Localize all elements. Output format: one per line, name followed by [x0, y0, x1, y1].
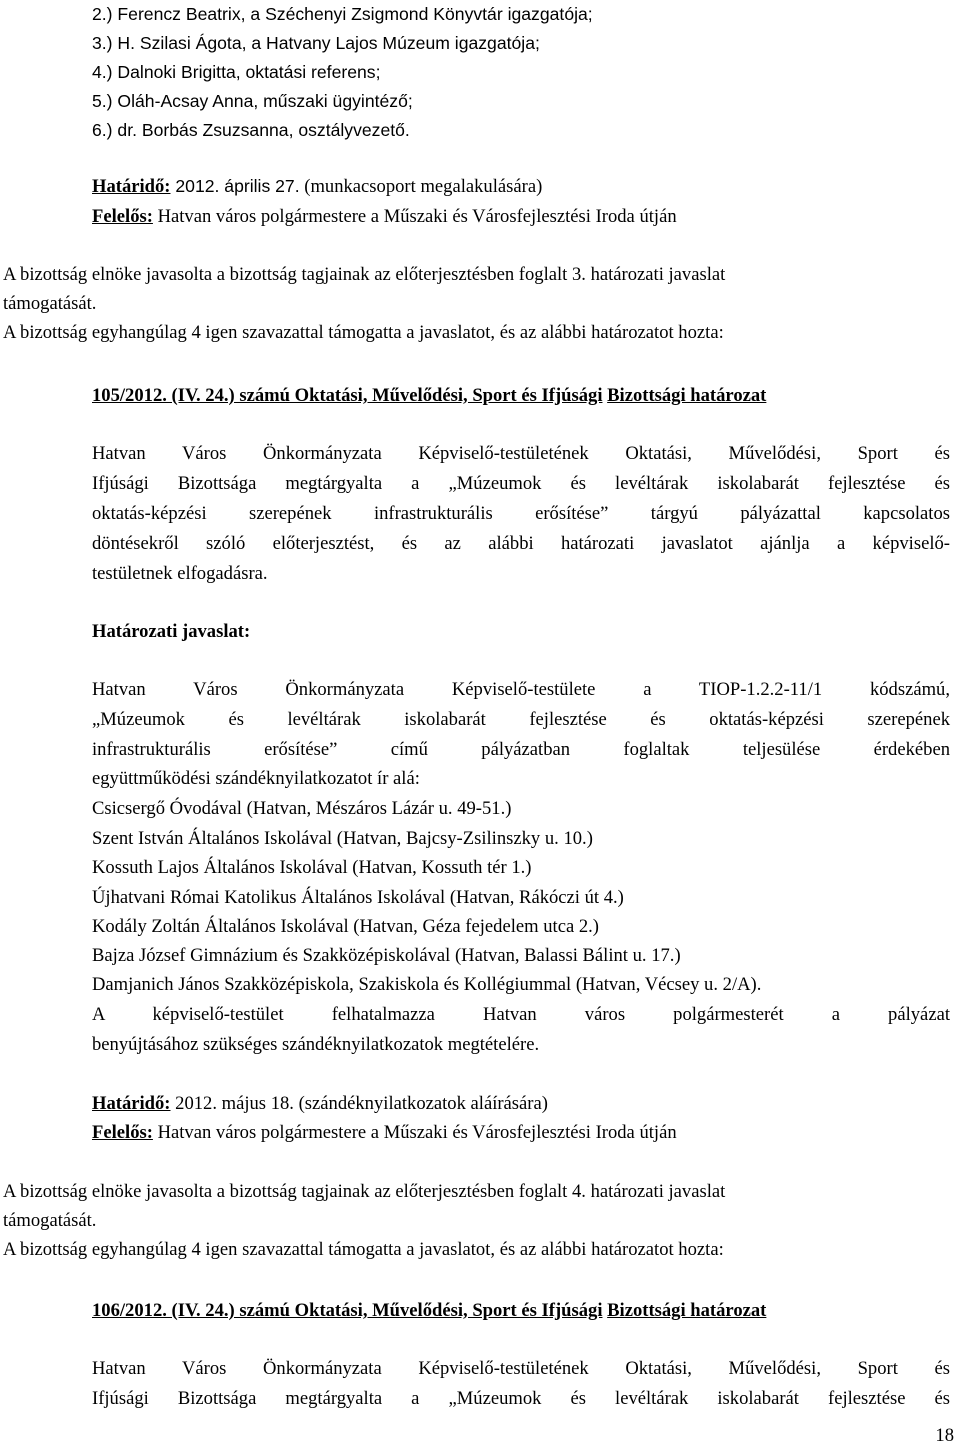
- responsible-line: [92, 1118, 677, 1147]
- responsible-label: Felelős:: [92, 1122, 153, 1143]
- deadline-date: 2012. május 18.: [170, 1093, 294, 1114]
- member-list-item: 3.) H. Szilasi Ágota, a Hatvany Lajos Múzeum igazgatója;: [92, 33, 540, 53]
- proposal-text: A bizottság elnöke javasolta a bizottság tagjainak az előterjesztésben foglalt 4. határozati javaslat: [3, 1181, 726, 1202]
- resolution-title-tail: Bizottsági határozat: [607, 385, 767, 406]
- proposal-text: támogatását.: [3, 1210, 97, 1231]
- school-list-item: Kossuth Lajos Általános Iskolával (Hatvan, Kossuth tér 1.): [92, 857, 532, 878]
- member-list-item: 2.) Ferencz Beatrix, a Széchenyi Zsigmond Könyvtár igazgatója;: [92, 4, 593, 24]
- resolution-title: [92, 1296, 766, 1325]
- school-list-item: Csicsergő Óvodával (Hatvan, Mészáros Lázár u. 49-51.): [92, 798, 512, 819]
- proposal-body-line: infrastrukturális erősítése” című pályázatban foglaltak teljesülése érdekében: [92, 739, 950, 760]
- resolution-body-line: Ifjúsági Bizottsága megtárgyalta a „Múzeumok és levéltárak iskolabarát fejlesztése és: [92, 1388, 950, 1409]
- member-list-item: 6.) dr. Borbás Zsuzsanna, osztályvezető.: [92, 120, 410, 140]
- proposal-text: A bizottság elnöke javasolta a bizottság tagjainak az előterjesztésben foglalt 3. határozati javaslat: [3, 264, 726, 285]
- responsible-text: Hatvan város polgármestere a Műszaki és Városfejlesztési Iroda útján: [152, 206, 677, 227]
- proposal-body-line: Hatvan Város Önkormányzata Képviselő-testülete a TIOP-1.2.2-11/1 kódszámú,: [92, 679, 950, 700]
- deadline-note: (munkacsoport megalakulására): [299, 176, 543, 197]
- responsible-label: Felelős:: [92, 206, 153, 227]
- proposal-body-line: „Múzeumok és levéltárak iskolabarát fejlesztése és oktatás-képzési szerepének: [92, 709, 950, 730]
- authorization-line: benyújtásához szükséges szándéknyilatkozatok megtételére.: [92, 1034, 540, 1055]
- vote-text: A bizottság egyhangúlag 4 igen szavazattal támogatta a javaslatot, és az alábbi határozatot hozta:: [3, 322, 724, 343]
- resolution-title-main: 106/2012. (IV. 24.) számú Oktatási, Művelődési, Sport és Ifjúsági: [92, 1300, 603, 1321]
- resolution-body-line: döntésekről szóló előterjesztést, és az alábbi határozati javaslatot ajánlja a képviselő-: [92, 533, 950, 554]
- resolution-body-line: Ifjúsági Bizottsága megtárgyalta a „Múzeumok és levéltárak iskolabarát fejlesztése és: [92, 473, 950, 494]
- deadline-date: 2012. április 27.: [170, 176, 300, 196]
- school-list-item: Kodály Zoltán Általános Iskolával (Hatvan, Géza fejedelem utca 2.): [92, 916, 599, 937]
- resolution-body-line: testületnek elfogadásra.: [92, 563, 268, 584]
- proposal-heading: Határozati javaslat:: [92, 621, 251, 642]
- authorization-line: A képviselő-testület felhatalmazza Hatvan város polgármesterét a pályázat: [92, 1004, 950, 1025]
- vote-text: A bizottság egyhangúlag 4 igen szavazattal támogatta a javaslatot, és az alábbi határozatot hozta:: [3, 1239, 724, 1260]
- school-list-item: Bajza József Gimnázium és Szakközépiskolával (Hatvan, Balassi Bálint u. 17.): [92, 945, 681, 966]
- resolution-body-line: oktatás-képzési szerepének infrastrukturális erősítése” tárgyú pályázattal kapcsolatos: [92, 503, 950, 524]
- deadline-line: [92, 172, 542, 201]
- deadline-line: [92, 1089, 548, 1118]
- resolution-title-main: 105/2012. (IV. 24.) számú Oktatási, Művelődési, Sport és Ifjúsági: [92, 385, 603, 406]
- school-list-item: Újhatvani Római Katolikus Általános Iskolával (Hatvan, Rákóczi út 4.): [92, 887, 624, 908]
- school-list-item: Szent István Általános Iskolával (Hatvan, Bajcsy-Zsilinszky u. 10.): [92, 828, 593, 849]
- page-number: 18: [935, 1425, 954, 1446]
- member-list-item: 5.) Oláh-Acsay Anna, műszaki ügyintéző;: [92, 91, 413, 111]
- deadline-note: (szándéknyilatkozatok aláírására): [293, 1093, 548, 1114]
- proposal-text: támogatását.: [3, 293, 97, 314]
- member-list-item: 4.) Dalnoki Brigitta, oktatási referens;: [92, 62, 381, 82]
- resolution-body-line: Hatvan Város Önkormányzata Képviselő-testületének Oktatási, Művelődési, Sport és: [92, 1358, 950, 1379]
- resolution-body-line: Hatvan Város Önkormányzata Képviselő-testületének Oktatási, Művelődési, Sport és: [92, 443, 950, 464]
- proposal-body-line: együttműködési szándéknyilatkozatot ír alá:: [92, 768, 420, 789]
- responsible-text: Hatvan város polgármestere a Műszaki és Városfejlesztési Iroda útján: [152, 1122, 677, 1143]
- resolution-title: [92, 381, 766, 410]
- resolution-title-tail: Bizottsági határozat: [607, 1300, 767, 1321]
- deadline-label: Határidő:: [92, 1093, 171, 1114]
- deadline-label: Határidő:: [92, 176, 171, 197]
- responsible-line: [92, 202, 677, 231]
- school-list-item: Damjanich János Szakközépiskola, Szakiskola és Kollégiummal (Hatvan, Vécsey u. 2/A).: [92, 974, 762, 995]
